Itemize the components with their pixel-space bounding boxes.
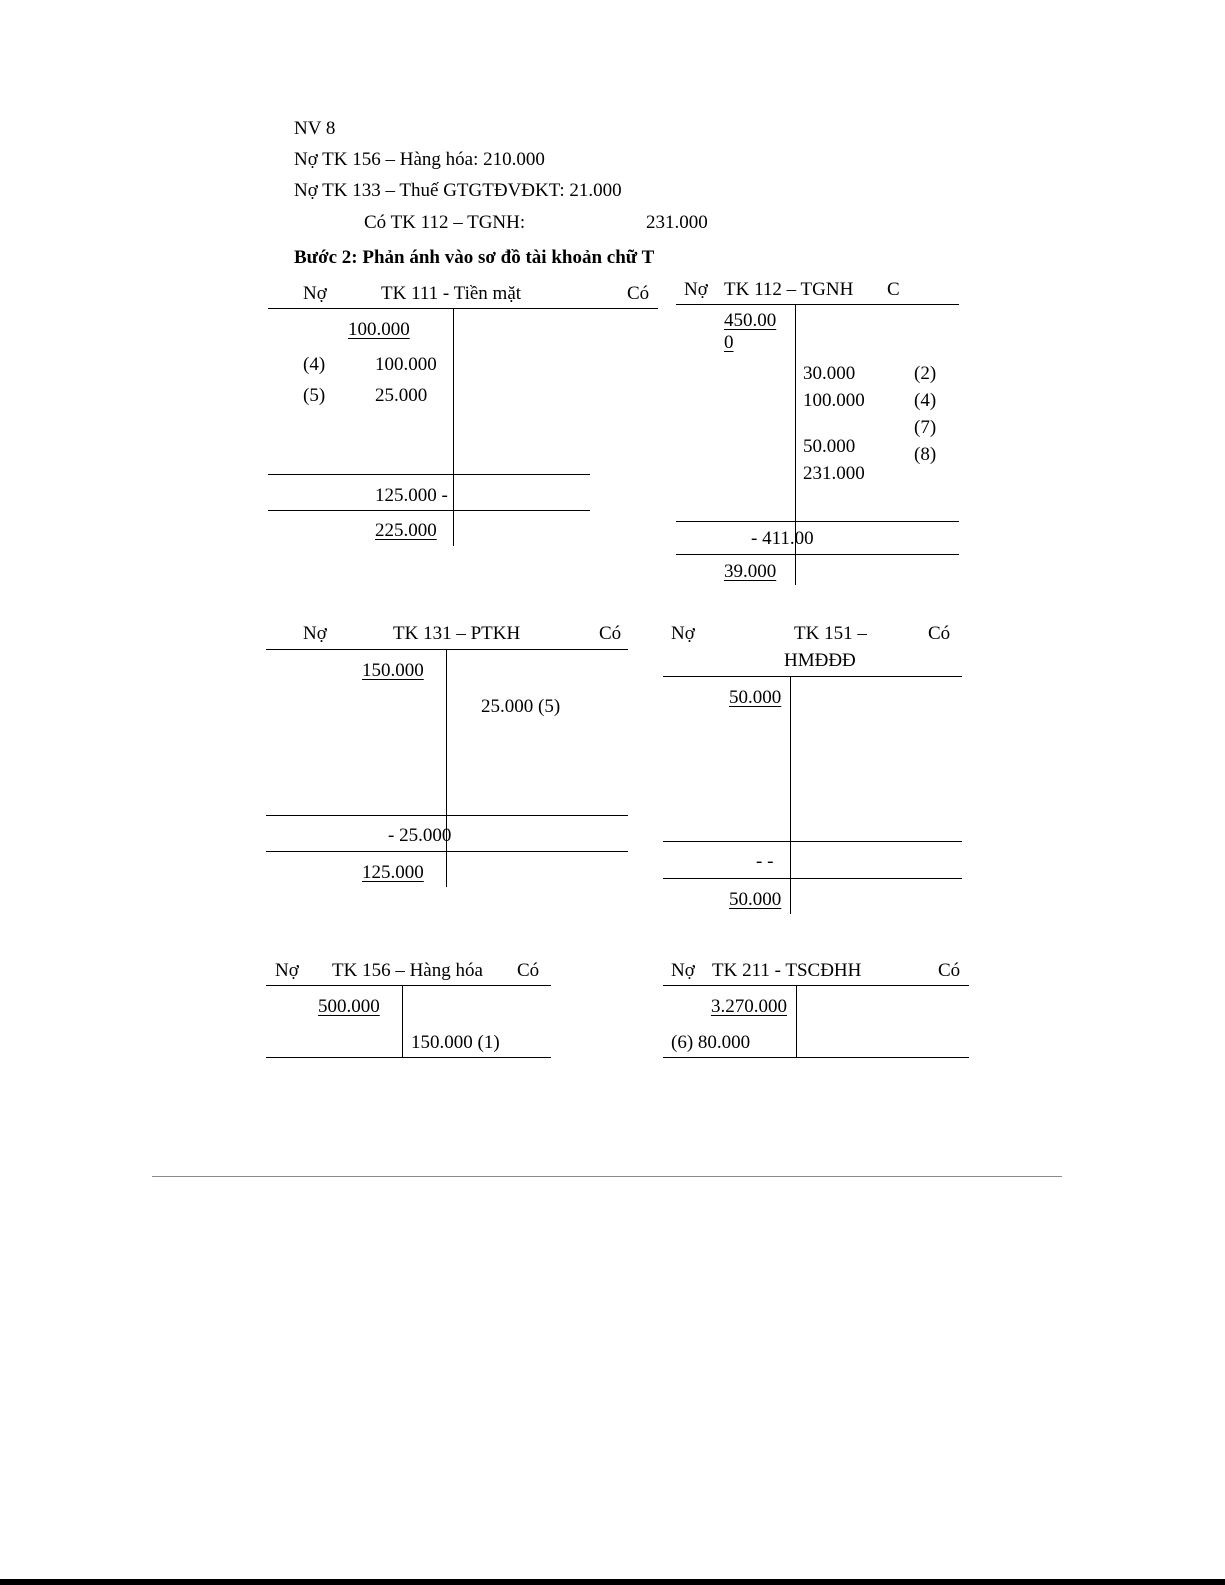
entry-ref: (8) [914, 444, 937, 465]
credit-label: Có [928, 623, 951, 644]
opening-balance: 3.270.000 [711, 996, 787, 1017]
credit-entry: 100.000 [803, 390, 865, 411]
t-divider [796, 985, 797, 1057]
header-rule [663, 985, 969, 986]
account-title: TK 151 – [794, 623, 867, 644]
header-rule [266, 649, 628, 650]
credit-entry: 30.000 [803, 363, 856, 384]
credit-entry: 150.000 (1) [411, 1032, 500, 1053]
header-rule [663, 676, 962, 677]
opening-balance: 50.000 [729, 687, 782, 708]
entry-ref: (4) [914, 390, 937, 411]
turnover: - 25.000 [388, 825, 452, 846]
turnover-rule [266, 815, 628, 816]
account-title: HMĐĐĐ [784, 650, 856, 671]
turnover: 125.000 - [375, 485, 448, 506]
closing-rule [676, 554, 959, 555]
turnover: - - [756, 851, 774, 872]
step-heading: Bước 2: Phản ánh vào sơ đồ tài khoản chữ T [294, 247, 655, 268]
journal-line: Nợ TK 156 – Hàng hóa: 210.000 [294, 149, 545, 170]
account-title: TK 211 - TSCĐHH [712, 960, 862, 981]
credit-entry: 25.000 (5) [481, 696, 561, 717]
opening-balance: 0 [724, 332, 734, 353]
opening-balance: 500.000 [318, 996, 380, 1017]
opening-balance: 150.000 [362, 660, 424, 681]
journal-line-label: Có TK 112 – TGNH: [364, 212, 526, 233]
closing-balance: 39.000 [724, 561, 777, 582]
turnover: - 411.00 [751, 528, 814, 549]
account-title: TK 131 – PTKH [393, 623, 521, 644]
credit-label: Có [938, 960, 961, 981]
credit-label: C [887, 279, 900, 300]
opening-balance: 100.000 [348, 319, 410, 340]
header-rule [266, 985, 551, 986]
journal-line: Nợ TK 133 – Thuế GTGTĐVĐKT: 21.000 [294, 180, 622, 201]
debit-entry: (6) 80.000 [671, 1032, 751, 1053]
closing-rule [268, 510, 590, 511]
closing-balance: 225.000 [375, 520, 437, 541]
entry-ref: (5) [303, 385, 326, 406]
debit-label: Nợ [684, 279, 708, 300]
bottom-rule [266, 1057, 551, 1058]
entry-ref: (2) [914, 363, 937, 384]
debit-entry: 100.000 [375, 354, 437, 375]
entry-ref: (7) [914, 417, 937, 438]
closing-rule [266, 851, 628, 852]
header-rule [268, 308, 658, 309]
closing-balance: 125.000 [362, 862, 424, 883]
journal-title: NV 8 [294, 118, 336, 139]
debit-label: Nợ [275, 960, 299, 981]
credit-label: Có [599, 623, 622, 644]
t-divider [402, 985, 403, 1057]
debit-label: Nợ [303, 623, 327, 644]
debit-label: Nợ [671, 960, 695, 981]
turnover-rule [676, 521, 959, 522]
debit-label: Nợ [303, 283, 327, 304]
turnover-rule [663, 841, 962, 842]
debit-label: Nợ [671, 623, 695, 644]
entry-ref: (4) [303, 354, 326, 375]
turnover-rule [268, 474, 590, 475]
closing-rule [663, 878, 962, 879]
page-bottom-edge [0, 1579, 1225, 1585]
journal-line-amount: 231.000 [646, 212, 708, 233]
header-rule [676, 304, 959, 305]
credit-entry: 50.000 [803, 436, 856, 457]
page-footer-rule [152, 1176, 1062, 1177]
debit-entry: 25.000 [375, 385, 428, 406]
credit-label: Có [627, 283, 650, 304]
account-title: TK 111 - Tiền mặt [381, 283, 522, 304]
credit-entry: 231.000 [803, 463, 865, 484]
credit-label: Có [517, 960, 540, 981]
account-title: TK 112 – TGNH [724, 279, 854, 300]
opening-balance: 450.00 [724, 310, 777, 331]
account-title: TK 156 – Hàng hóa [332, 960, 483, 981]
bottom-rule [663, 1057, 969, 1058]
closing-balance: 50.000 [729, 889, 782, 910]
